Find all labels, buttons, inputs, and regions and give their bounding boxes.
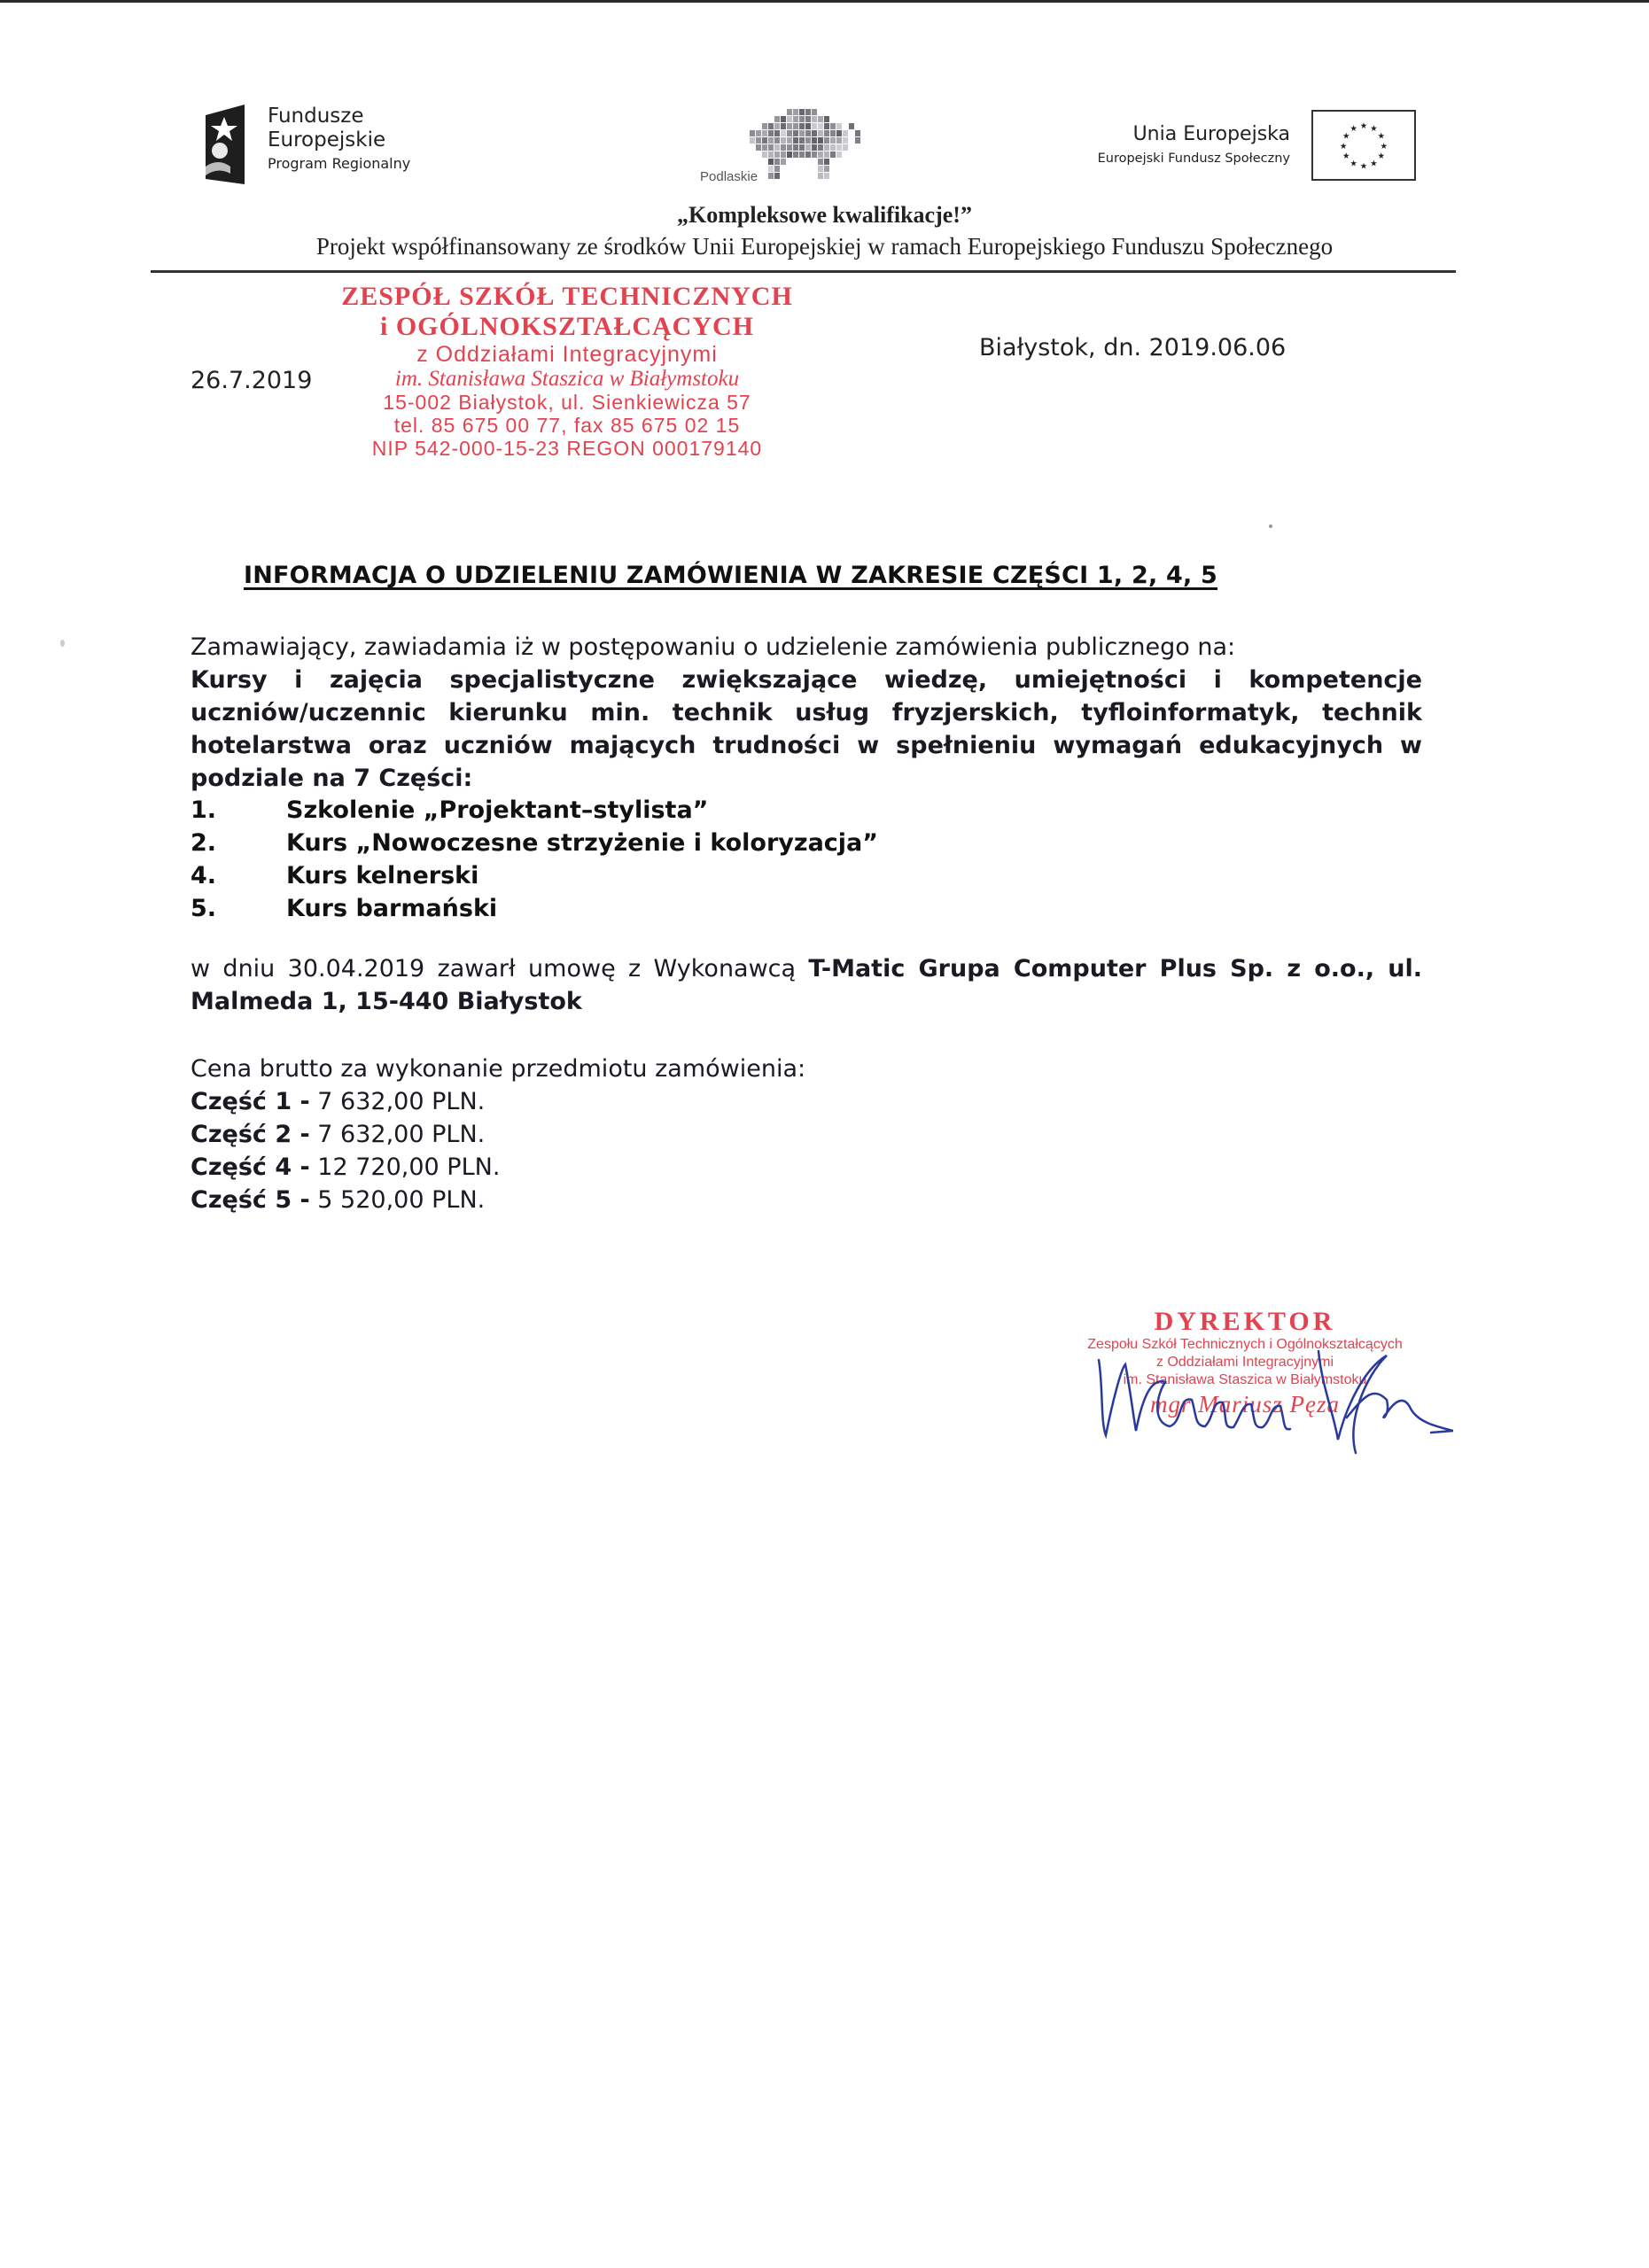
- part-name: Szkolenie „Projektant–stylista”: [286, 796, 709, 824]
- eu-star-icon: ★: [1370, 125, 1378, 135]
- price-heading: Cena brutto za wykonanie przedmiotu zamówienia:: [191, 1055, 806, 1083]
- eu-star-icon: ★: [1380, 142, 1388, 151]
- contractor-name: T-Matic Grupa Computer Plus Sp. z o.o., ul. Malmeda 1, 15-440 Białystok: [191, 955, 1422, 1015]
- part-name: Kurs barmański: [286, 895, 498, 922]
- parts-list-item: [191, 859, 878, 892]
- stamp-line7: NIP 542-000-15-23 REGON 000179140: [371, 437, 763, 460]
- stamp-line1: ZESPÓŁ SZKÓŁ TECHNICZNYCH: [341, 282, 793, 311]
- director-line2: Zespołu Szkół Technicznych i Ogólnokształcących: [1087, 1337, 1403, 1352]
- unia-europejska-text: [1098, 121, 1290, 169]
- eu-star-icon: ★: [1359, 162, 1368, 172]
- received-date: 26.7.2019: [191, 367, 313, 394]
- parts-list-item: [191, 892, 878, 925]
- stamp-line4: im. Stanisława Staszica w Białymstoku: [394, 367, 740, 391]
- parts-list-item: [191, 794, 878, 827]
- price-label: Część 5 -: [191, 1186, 310, 1214]
- part-number: 5.: [191, 895, 217, 922]
- part-number: 1.: [191, 796, 217, 824]
- intro-paragraph: Zamawiający, zawiadamia iż w postępowaniu o udzielenie zamówienia publicznego na:: [191, 633, 1236, 661]
- eu-star-icon: ★: [1342, 152, 1350, 162]
- eu-star-icon: ★: [1350, 159, 1357, 169]
- scan-speck: [60, 640, 65, 647]
- podlaskie-label: Podlaskie: [700, 169, 758, 184]
- fe-line1: Fundusze: [268, 105, 364, 128]
- header-divider: [151, 270, 1456, 273]
- stamp-line2: i OGÓLNOKSZTAŁCĄCYCH: [380, 312, 754, 341]
- fundusze-europejskie-logo-icon: [200, 105, 250, 184]
- eu-star-icon: ★: [1342, 132, 1350, 142]
- eu-star-icon: ★: [1339, 142, 1348, 151]
- eu-star-icon: ★: [1377, 152, 1386, 162]
- price-value: 7 632,00 PLN.: [309, 1088, 486, 1115]
- fe-line2: Europejskie: [268, 128, 386, 151]
- ue-line1: Unia Europejska: [1132, 123, 1290, 145]
- part-number: 2.: [191, 829, 217, 857]
- handwritten-signature-icon: [1081, 1333, 1453, 1457]
- director-title: DYREKTOR: [1154, 1307, 1336, 1336]
- director-line4: im. Stanisława Staszica w Białymstoku: [1123, 1372, 1367, 1387]
- part-name: Kurs kelnerski: [286, 862, 479, 889]
- price-label: Część 2 -: [191, 1121, 310, 1148]
- stamp-line5: 15-002 Białystok, ul. Sienkiewicza 57: [383, 391, 751, 414]
- price-value: 5 520,00 PLN.: [309, 1186, 486, 1214]
- price-label: Część 4 -: [191, 1153, 310, 1181]
- eu-star-icon: ★: [1370, 159, 1378, 169]
- eu-star-icon: ★: [1359, 122, 1368, 131]
- scan-speck: [1269, 524, 1272, 528]
- price-row: [191, 1184, 500, 1216]
- project-slogan: „Kompleksowe kwalifikacje!”: [677, 202, 972, 228]
- parts-list-item: [191, 827, 878, 859]
- price-label: Część 1 -: [191, 1088, 310, 1115]
- parts-list: [191, 794, 878, 925]
- price-row: [191, 1151, 500, 1184]
- order-description: Kursy i zajęcia specjalistyczne zwiększające wiedzę, umiejętności i kompetencje uczniów/uczennic kierunku min. technik usług fryzjerskich, tyfloinformatyk, technik hotelarstwa oraz uczniów mających trudności w spełnieniu wymagań edukacyjnych w podziale na 7 Części:: [191, 666, 1422, 792]
- contract-paragraph: [191, 952, 1422, 1018]
- school-stamp: [328, 284, 806, 459]
- stamp-line3: z Oddziałami Integracyjnymi: [416, 342, 718, 367]
- document-date: Białystok, dn. 2019.06.06: [979, 334, 1287, 361]
- stamp-line6: tel. 85 675 00 77, fax 85 675 02 15: [393, 414, 741, 437]
- eu-flag-icon: [1311, 110, 1416, 181]
- price-value: 7 632,00 PLN.: [309, 1121, 486, 1148]
- price-value: 12 720,00 PLN.: [309, 1153, 501, 1181]
- document-title: INFORMACJA O UDZIELENIU ZAMÓWIENIA W ZAKRESIE CZĘŚCI 1, 2, 4, 5: [244, 562, 1218, 589]
- fe-line3: Program Regionalny: [268, 155, 411, 172]
- price-row: [191, 1085, 500, 1118]
- fundusze-europejskie-text: [268, 105, 410, 175]
- scan-edge: [0, 0, 1649, 3]
- part-number: 4.: [191, 862, 217, 889]
- cofinancing-note: Projekt współfinansowany ze środków Unii Europejskiej w ramach Europejskiego Funduszu Społecznego: [315, 233, 1334, 260]
- ue-line2: Europejski Fundusz Społeczny: [1097, 151, 1290, 166]
- price-row: [191, 1118, 500, 1151]
- part-name: Kurs „Nowoczesne strzyżenie i koloryzacja”: [286, 829, 879, 857]
- contract-prefix: w dniu 30.04.2019 zawarł umowę z Wykonawcą: [191, 955, 809, 983]
- eu-star-icon: ★: [1377, 132, 1386, 142]
- director-name: mgr Mariusz Pęza: [1149, 1391, 1340, 1418]
- price-list: [191, 1085, 500, 1216]
- eu-star-icon: ★: [1350, 125, 1357, 135]
- director-line3: z Oddziałami Integracyjnymi: [1155, 1355, 1334, 1370]
